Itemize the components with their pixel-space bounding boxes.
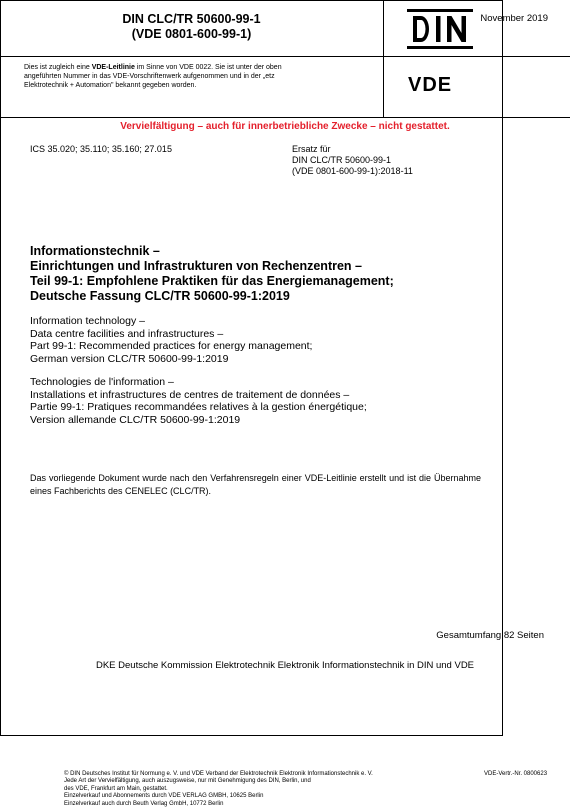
standard-number [0, 12, 383, 42]
header-row [0, 0, 570, 57]
titles [30, 244, 495, 426]
vde-info-row [0, 56, 570, 118]
procedure-note: Das vorliegende Dokument wurde nach den Verfahrensregeln einer VDE-Leitlinie erstellt und ist die Übernahme eines Fachberichts des CENELEC (CLC/TR). [30, 473, 481, 496]
reproduction-warning: Vervielfältigung – auch für innerbetriebliche Zwecke – nicht gestattet. [120, 121, 450, 132]
din-logo [407, 9, 473, 54]
standard-number-din: DIN CLC/TR 50600-99-1 [122, 12, 261, 26]
replaces-block [292, 144, 413, 177]
ics-codes: ICS 35.020; 35.110; 35.160; 27.015 [30, 144, 172, 154]
replaces-vde: (VDE 0801-600-99-1):2018-11 [292, 166, 413, 176]
order-number: VDE-Vertr.-Nr. 0800623 [484, 771, 548, 777]
replaces-din: DIN CLC/TR 50600-99-1 [292, 155, 392, 165]
title-french: Technologies de l'information – Installations et infrastructures de centres de traitement de données – Partie 99-1: Pratiques recommandées relatives à la gestion énergétique; Version allemande CLC/TR 50600-99-1:2019 [30, 376, 367, 426]
standard-number-vde: (VDE 0801-600-99-1) [131, 27, 252, 41]
din-logo-icon [407, 9, 473, 49]
replaces-label: Ersatz für [292, 144, 331, 154]
publication-date: November 2019 [480, 13, 548, 24]
title-german: Informationstechnik – Einrichtungen und Infrastrukturen von Rechenzentren – Teil 99-1: Empfohlene Praktiken für das Energiemanagement; Deutsche Fassung CLC/TR 50600-99-1:2019 [30, 244, 394, 303]
copyright-footer: © DIN Deutsches Institut für Normung e. V. und VDE Verband der Elektrotechnik Elektronik Informationstechnik e. V. Jede Art der Vervielfältigung, auch auszugsweise, nur mit Genehmigung des DIN, Berlin, und des VDE, Frankfurt am Main, gestattet. Einzelverkauf und Abonnements durch VDE VERLAG GMBH, 10625 Berlin Einzelverkauf auch durch Beuth Verlag GmbH, 10772 Berlin [64, 771, 373, 807]
vde-guideline-note: Dies ist zugleich eine VDE-Leitlinie im Sinne von VDE 0022. Sie ist unter der oben angeführten Nummer in das VDE-Vorschriftenwerk aufgenommen und in der „etz Elektrotechnik + Automation" bekannt gegeben worden. [24, 64, 282, 89]
din-logo-text: DIN [440, 31, 442, 32]
dke-line: DKE Deutsche Kommission Elektrotechnik Elektronik Informationstechnik in DIN und VDE [95, 660, 475, 671]
title-english: Information technology – Data centre facilities and infrastructures – Part 99-1: Recommended practices for energy management; German version CLC/TR 50600-99-1:2019 [30, 315, 313, 365]
vde-logo: VDE [408, 74, 453, 96]
total-pages: Gesamtumfang 82 Seiten [436, 630, 544, 641]
vde-guideline-term: VDE-Leitlinie [91, 64, 135, 71]
